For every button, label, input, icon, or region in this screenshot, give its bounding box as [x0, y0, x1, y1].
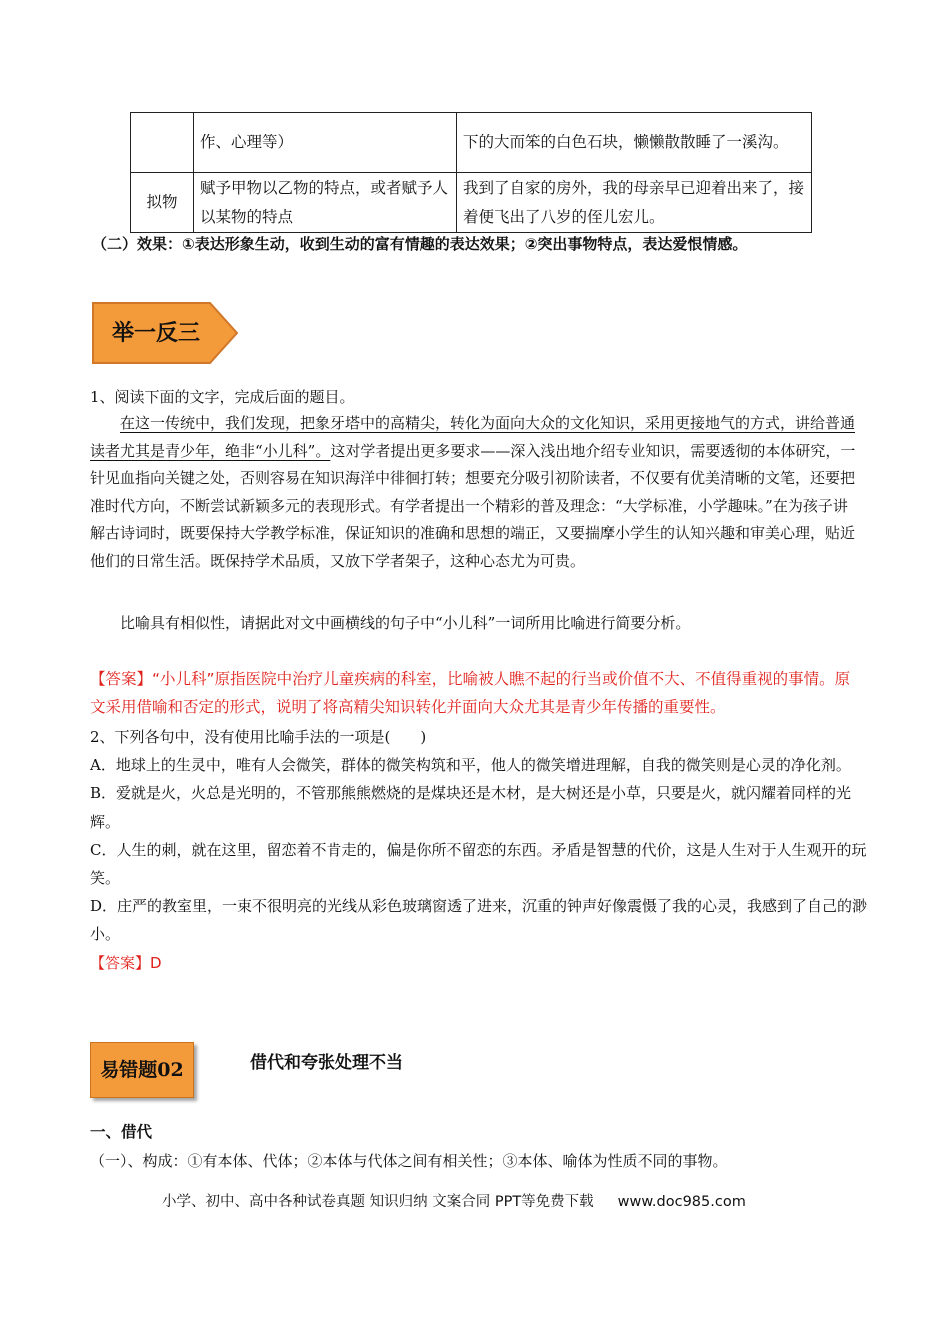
- section-subtitle: （一）、构成：①有本体、代体；②本体与代体之间有相关性；③本体、喻体为性质不同的事物。: [90, 1152, 728, 1170]
- table-cell-desc: 作、心理等）: [194, 113, 457, 173]
- reading-passage: [90, 410, 860, 576]
- answer-2: 【答案】D: [90, 953, 162, 972]
- footer-site: www.doc985.com: [617, 1194, 746, 1210]
- question-2: [90, 723, 870, 977]
- question-2-title: 2、下列各句中，没有使用比喻手法的一项是( ): [90, 728, 427, 746]
- table-cell-type: 拟物: [131, 173, 194, 233]
- answer-1: [90, 665, 860, 721]
- table-cell-desc: 赋予甲物以乙物的特点，或者赋予人以某物的特点: [194, 173, 457, 233]
- underlined-sentence: 在这一传统中，我们发现，把象牙塔中的高精尖，转化为面向大众的文化知识，采用更接地气的方式，讲给普通读者尤其是青少年，绝非“小儿科”。: [90, 414, 856, 460]
- table-cell-example: 我到了自家的房外，我的母亲早已迎着出来了，接着便飞出了八岁的侄儿宏儿。: [457, 173, 812, 233]
- banner-label: 举一反三: [111, 320, 200, 346]
- section-title: 一、借代: [90, 1123, 153, 1141]
- error-topic-badge: [90, 1042, 194, 1098]
- table-row: [131, 113, 812, 173]
- table-row: [131, 173, 812, 233]
- answer-tag: 【答案】: [90, 670, 153, 688]
- passage-text: 这对学者提出更多要求——深入浅出地介绍专业知识，需要透彻的本体研究，一针见血指向关键之处，否则容易在知识海洋中徘徊打转；想要充分吸引初阶读者，不仅要有优美清晰的文笔，还要把准时代方向，不断尝试新颖多元的表现形式。有学者提出一个精彩的普及理念：“大学标准，小学趣味。”在为孩子讲解古诗词时，既要保持大学教学标准，保证知识的准确和思想的端正，又要揣摩小学生的认知兴趣和审美心理，贴近他们的日常生活。既保持学术品质，又放下学者架子，这种心态尤为可贵。: [90, 441, 856, 570]
- question-1-title: 1、阅读下面的文字，完成后面的题目。: [90, 388, 355, 406]
- badge-label: 易错题02: [100, 1059, 184, 1081]
- topic-heading: 借代和夸张处理不当: [250, 1053, 403, 1073]
- option-c: C．人生的刺，就在这里，留恋着不肯走的，偏是你所不留恋的东西。矛盾是智慧的代价，这是人生对于人生观开的玩笑。: [90, 840, 867, 888]
- table-cell-type: [131, 113, 194, 173]
- option-d: D．庄严的教室里，一束不很明亮的光线从彩色玻璃窗透了进来，沉重的钟声好像震慑了我的心灵，我感到了自己的渺小。: [90, 897, 868, 944]
- page-footer: [162, 1190, 746, 1211]
- option-b: B．爱就是火，火总是光明的，不管那熊熊燃烧的是煤块还是木材，是大树还是小草，只要是火，就闪耀着同样的光辉。: [90, 784, 852, 831]
- rhetoric-table: [130, 112, 812, 233]
- footer-text: 小学、初中、高中各种试卷真题 知识归纳 文案合同 PPT等免费下载: [162, 1194, 594, 1210]
- table-cell-example: 下的大而笨的白色石块，懒懒散散睡了一溪沟。: [457, 113, 812, 173]
- option-a: A．地球上的生灵中，唯有人会微笑，群体的微笑构筑和平，他人的微笑增进理解，自我的微笑则是心灵的净化剂。: [90, 756, 851, 775]
- effect-summary: （二）效果：①表达形象生动，收到生动的富有情趣的表达效果；②突出事物特点，表达爱恨情感。: [92, 235, 748, 253]
- answer-text: “小儿科”原指医院中治疗儿童疾病的科室，比喻被人瞧不起的行当或价值不大、不值得重视的事情。原文采用借喻和否定的形式，说明了将高精尖知识转化并面向大众尤其是青少年传播的重要性。: [90, 670, 851, 716]
- section-banner: [92, 302, 238, 364]
- question-1-prompt: 比喻具有相似性，请据此对文中画横线的句子中“小儿科”一词所用比喻进行简要分析。: [120, 614, 691, 632]
